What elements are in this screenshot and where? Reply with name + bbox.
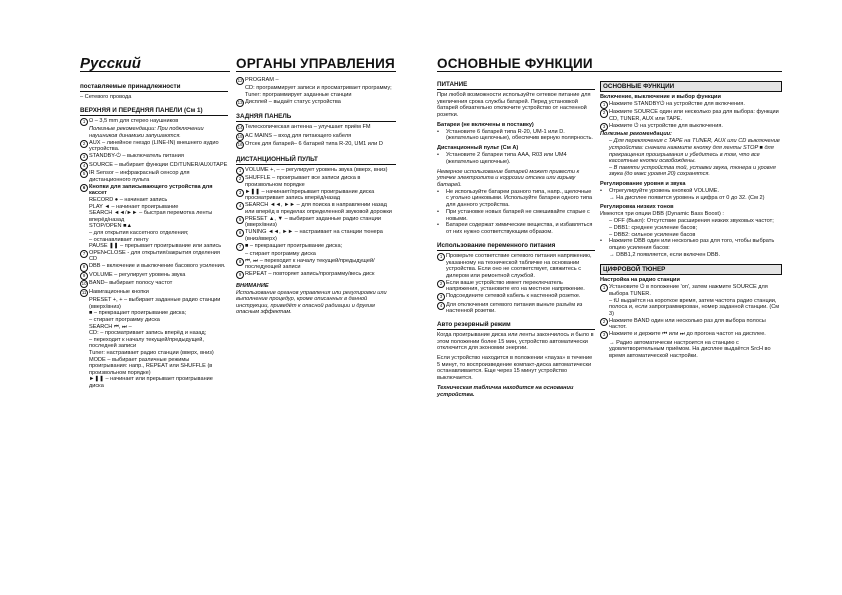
section-heading: ЗАДНЯЯ ПАНЕЛЬ [236, 113, 396, 122]
item-text: SEARCH ◄◄, ►► – для поиска в направлении назад или вперёд в пределах определенной звуковой дорожки [245, 202, 392, 215]
numbered-item [600, 123, 782, 131]
bullet-marker: • [437, 188, 439, 195]
item-number-badge: 3 [80, 153, 88, 161]
numbered-item [236, 271, 396, 279]
numbered-item [600, 331, 782, 339]
item-number-badge: 4 [80, 162, 88, 170]
item-text: REPEAT – повторяет запись/программу/весь диск [245, 271, 375, 278]
section-heading: ОСНОВНЫЕ ФУНКЦИИ [600, 81, 782, 92]
item-number-badge: 4 [236, 202, 244, 210]
item-number [236, 243, 245, 251]
item-text: Телескопическая антенна – улучшает приём FM [245, 124, 371, 131]
item-text: Нажмите ⏻ на устройстве для выключения. [609, 122, 723, 129]
numbered-item [236, 202, 396, 215]
numbered-item [80, 250, 228, 263]
numbered-item [236, 216, 396, 229]
item-number-badge: 3 [600, 331, 608, 339]
item-number [80, 184, 89, 197]
item-text: ►❚❚ – начинает/прерывает проигрывание диска просматривает запись вперёд/назад [245, 188, 375, 202]
column-basic-functions [600, 78, 782, 359]
sub-item: PLAY ◄ – начинает проигрывание [89, 203, 179, 210]
item-text: PROGRAM – [245, 77, 279, 83]
item-number-badge: 3 [437, 293, 445, 301]
item-number-badge: 1 [236, 167, 244, 175]
sub-item: – DBB2: сильное усиление басов [609, 231, 696, 238]
paragraph: Включение, выключение и выбор функции [600, 94, 721, 100]
section-heading: Использование переменного питания [437, 242, 595, 251]
section-heading: ЦИФРОВОЙ ТЮНЕР [600, 264, 782, 275]
item-number-badge: 8 [80, 263, 88, 271]
item-number [437, 253, 446, 279]
bullet-marker: • [437, 208, 439, 215]
item-text: Установите 2 батареи типа AAA, R03 или UM4 (желательно щелочные). [446, 152, 567, 165]
numbered-item [80, 263, 228, 271]
item-number [236, 202, 245, 215]
item-number [80, 170, 89, 183]
bullet-marker: • [600, 238, 602, 245]
paragraph: При любой возможности используйте сетевое питание для увеличения срока службы батарей. Перед установкой батарей обязательно отключите устройство от настенной розетки. [437, 92, 591, 118]
item-text: BAND– выбирает полосу частот [89, 280, 173, 287]
item-text: Проверьте соответствие сетевого питания напряжению, указанному на технической табличке на основании устройства. Если оно не соответствует, свяжитесь с дилером или ремонтной службой. [446, 252, 592, 279]
item-number-badge: 12 [236, 77, 244, 85]
sub-item: Tuner: настраивает радио станции (вверх, вниз) [89, 350, 214, 356]
rule-col2 [236, 71, 396, 72]
item-number [236, 167, 245, 175]
item-text: PRESET ▲, ▼ – выбирает заданные радио станции (вверх/вниз) [245, 215, 381, 229]
item-number-badge: 8 [236, 258, 244, 266]
item-number [80, 289, 89, 297]
sub-item: Tuner: программирует заданные станции [245, 92, 352, 99]
item-number [236, 141, 245, 149]
sub-item: SEARCH ◄◄/►► – быстрая перемотка ленты вперёд/назад [89, 210, 213, 223]
item-number [437, 293, 446, 301]
item-text: Нажмите SOURCE один или несколько раз для выбора: функции CD, TUNER, AUX или TAPE. [609, 109, 779, 123]
sub-item: → На дисплее появится уровень и цифра от 0 до 32. (См 2) [609, 194, 765, 201]
numbered-item [437, 189, 595, 209]
rule-col34 [437, 71, 782, 72]
paragraph: Когда проигрывание диска или ленты закончилось и было в этом положении более 15 мин, устройство автоматически отключится для экономии энергии. [437, 332, 594, 352]
paragraph: Неверное использование батарей может привести к утечке электролита и коррозии отсека или взрыву батарей. [437, 168, 580, 188]
paragraph: Батареи (не включены в поставку) [437, 121, 534, 128]
item-text: Нажмите и держите ⏮ или ⏭ до прогона частот на дисплее. [609, 331, 766, 338]
paragraph: ВНИМАНИЕ [236, 282, 269, 289]
numbered-item [437, 302, 595, 315]
item-number [236, 271, 245, 279]
controls-heading: ОРГАНЫ УПРАВЛЕНИЯ [236, 56, 395, 71]
paragraph: Настройка на радио станции [600, 277, 680, 284]
numbered-item [600, 238, 782, 251]
sub-item: ■ – прекращает проигрывание диска; [89, 310, 187, 317]
item-number [80, 153, 89, 161]
item-text: AUX – линейное гнездо (LINE-IN) внешнего аудио устройства. [89, 139, 219, 153]
column-power [437, 78, 595, 399]
section-heading: ПИТАНИЕ [437, 81, 595, 90]
item-text: ■ – прекращает проигрывание диска; [245, 242, 343, 249]
item-text: Подсоедините сетевой кабель к настенной розетке. [446, 293, 581, 300]
spacer [80, 101, 228, 104]
sub-item: – стирает программу диска [89, 317, 160, 324]
sub-item: – tU выдаётся на короткое время, затем частота радио станции, полоса и, если запрограммирован, номер заданной станции. (См 3) [609, 297, 780, 317]
paragraph: – Сетевого провода [80, 94, 132, 100]
item-number [236, 175, 245, 188]
item-text: Нажмите DBB один или несколько раз для того, чтобы выбрать опцию усиления басов: [609, 238, 775, 251]
item-number [437, 280, 446, 293]
item-text: При установке новых батарей не смешивайте старые с новыми. [446, 208, 590, 222]
item-text: Отрегулируйте уровень кнопкой VOLUME. [609, 187, 720, 194]
basic-functions-heading: ОСНОВНЫЕ ФУНКЦИИ [437, 56, 593, 71]
item-text: Кнопки для записывающего устройства для кассет [89, 183, 213, 197]
bullet-marker: • [437, 128, 439, 135]
numbered-item [437, 222, 595, 235]
numbered-item [236, 175, 396, 188]
numbered-item [80, 272, 228, 280]
column-accessories-panels [80, 80, 228, 390]
item-number [80, 162, 89, 170]
item-number [236, 124, 245, 132]
item-text: Установите ⏻ в положение 'on', затем нажмите SOURCE для выбора TUNER. [609, 284, 768, 297]
item-text: VOLUME – регулирует уровень звука [89, 271, 186, 278]
item-number-badge: 2 [600, 109, 608, 117]
numbered-item [236, 243, 396, 251]
sub-item: – переходит к началу текущей/предыдущей, последней записи [89, 336, 204, 350]
item-number-badge: 2 [80, 140, 88, 148]
item-number-badge: 9 [80, 272, 88, 280]
numbered-item [600, 318, 782, 331]
item-number [80, 280, 89, 288]
paragraph: Использование органов управления или регулировки или выполнение процедур, кроме описанных в данной инструкции, приведёт к опасной радиации и другим опасным эффектам. [236, 289, 387, 316]
item-text: VOLUME +, – – регулирует уровень звука (вверх, вниз) [245, 166, 388, 173]
item-number-badge: 1 [437, 253, 445, 261]
sub-item: CD: – просматривает запись вперёд и назад; [89, 330, 207, 337]
item-number-badge: 15 [236, 133, 244, 141]
item-number [236, 77, 245, 85]
numbered-item [236, 77, 396, 85]
item-number [600, 284, 609, 297]
item-number [437, 302, 446, 315]
item-number-badge: 6 [80, 184, 88, 192]
item-text: Навигационные кнопки [89, 288, 149, 295]
numbered-item [80, 162, 228, 170]
sub-item: ►❚❚ – начинает или прерывает проигрывание диска [89, 376, 213, 389]
paragraph: Если устройство находится в положении «пауза» в течение 5 минут, то воспроизведение компакт-диска автоматически останавливается. Еще через 15 минут устройство выключается. [437, 355, 593, 381]
item-number [600, 123, 609, 131]
item-text: ⏮, ⏭ – переходит к началу текущей/предыдущей/ последующей записи [245, 257, 375, 271]
item-number-badge: 5 [236, 216, 244, 224]
bullet-marker: • [600, 187, 602, 194]
sub-item: Полезные рекомендации: При подключении наушников динамики запушаются. [89, 126, 204, 140]
sub-item: – для открытия кассетного отделения; [89, 230, 189, 237]
numbered-item [80, 289, 228, 297]
numbered-item [437, 129, 595, 142]
item-number-badge: 2 [236, 175, 244, 183]
language-label: Русский [80, 55, 141, 72]
sub-item: – OFF (Выкл): Отсутствие расширения низких звуковых частот; [609, 218, 774, 225]
section-heading: ДИСТАНЦИОННЫЙ ПУЛЬТ [236, 156, 396, 165]
item-number [236, 99, 245, 107]
item-text: IR Sensor – инфракрасный сенсор для дистанционного пульта [89, 170, 190, 183]
item-text: Отсек для батарей– 6 батарей типа R-20, UM1 или D [245, 141, 383, 148]
item-number-badge: 9 [236, 271, 244, 279]
item-number [600, 109, 609, 122]
item-number [80, 263, 89, 271]
sub-item: MODE – выбирает различные режимы проигрывания: напр., REPEAT или SHUFFLE (в произвольном порядке) [89, 356, 213, 376]
paragraph: Регулировка низких тонов [600, 204, 674, 211]
sub-item: – В памяти устройства той, уставки звука, тюнера и уровня звука (до макс уровня 20) сохранятся. [609, 164, 776, 178]
item-number-badge: 6 [236, 229, 244, 237]
numbered-item [80, 184, 228, 197]
item-number-badge: 5 [80, 170, 88, 178]
item-text: SOURCE – выбирает функции CD/TUNER/AUX/TAPE [89, 161, 228, 168]
item-number [80, 272, 89, 280]
numbered-item [80, 153, 228, 161]
numbered-item [80, 280, 228, 288]
sub-item: PAUSE ❚❚ – прерывает проигрывание или запись [89, 243, 222, 250]
item-text: Ω – 3,5 mm для стерео наушников [89, 117, 179, 124]
sub-item: – DBB1: среднее усиление басов; [609, 225, 698, 232]
paragraph: Техническая табличка находится на основании устройства. [437, 384, 574, 398]
item-number [236, 133, 245, 141]
bullet-marker: • [437, 152, 439, 159]
item-number [80, 118, 89, 126]
item-number-badge: 16 [236, 141, 244, 149]
paragraph: Регулирование уровня и звука [600, 180, 686, 187]
item-text: SHUFFLE – проигрывает все записи диска в произвольном порядке [245, 175, 361, 188]
item-number-badge: 3 [600, 123, 608, 131]
item-number-badge: 1 [600, 101, 608, 109]
sub-item: SEARCH ⏮, ⏭ – [89, 323, 132, 330]
sub-item: CD: программирует записи и просматривает программу; [245, 85, 392, 92]
item-number-badge: 2 [600, 318, 608, 326]
numbered-item [236, 124, 396, 132]
item-number [236, 189, 245, 202]
item-number-badge: 4 [437, 302, 445, 310]
numbered-item [80, 140, 228, 153]
paragraph: Имеются три опции DBB (Dynamic Bass Boost) : [600, 211, 724, 218]
item-number-badge: 7 [236, 243, 244, 251]
sub-item: → DBB1,2 появляется, если включен DBB. [609, 251, 721, 258]
section-heading: поставляемые принадлежности [80, 83, 228, 92]
item-number-badge: 14 [236, 124, 244, 132]
sub-item: – Для переключения с TAPE на TUNER, AUX или CD выключение устройства: сначала нажмите кнопку для ленты STOP ■ для прекращения проигрывания и убедитесь в том, что все кассетные кнопки освобождены. [609, 138, 780, 165]
item-number [600, 101, 609, 109]
numbered-item [236, 258, 396, 271]
item-number [600, 318, 609, 331]
item-text: DBB – включение и выключение басового усиления. [89, 263, 226, 270]
item-number-badge: 11 [80, 289, 88, 297]
item-text: Батареи содержат химические вещества, и избавляться от них нужно соответствующим образом. [446, 222, 593, 236]
item-number [236, 258, 245, 271]
spacer [236, 107, 396, 110]
item-number [80, 250, 89, 263]
numbered-item [437, 253, 595, 279]
item-text: Установите 6 батарей типа R-20, UM-1 или D. (желательно щелочные), обеспечив верную полярность. [446, 128, 593, 142]
item-number-badge: 7 [80, 250, 88, 258]
item-number-badge: 10 [80, 280, 88, 288]
item-text: Если ваше устройство имеет переключатель напряжения, установите его на местное напряжение. [446, 279, 585, 293]
numbered-item [80, 118, 228, 126]
item-number [600, 331, 609, 339]
rule-col1 [80, 71, 230, 72]
section-heading: Авто резервный режим [437, 321, 595, 330]
item-number [80, 140, 89, 153]
numbered-item [80, 170, 228, 183]
sub-item: STOP/OPEN ■▲ [89, 223, 133, 230]
sub-item: – останавливает ленту [89, 236, 149, 243]
item-text: Для отключения сетевого питания выньте разъём из настенной розетки. [446, 301, 583, 315]
paragraph: Полезные рекомендации: [600, 131, 672, 138]
spacer [437, 236, 595, 239]
numbered-item [600, 101, 782, 109]
item-text: TUNING ◄◄, ►► – настраивает на станции тюнера (вниз/вверх) [245, 229, 383, 242]
sub-item: → Радио автоматически настроится на станцию с удовлетворительным приёмом. На дисплее выдаётся SrcH во время автоматической настройки. [609, 339, 771, 359]
numbered-item [437, 209, 595, 222]
spacer [236, 150, 396, 153]
numbered-item [236, 99, 396, 107]
numbered-item [600, 284, 782, 297]
spacer [437, 315, 595, 318]
item-number-badge: 2 [437, 280, 445, 288]
numbered-item [437, 293, 595, 301]
item-number-badge: 13 [236, 99, 244, 107]
section-heading: ВЕРХНЯЯ И ПЕРЕДНЯЯ ПАНЕЛИ (См 1) [80, 107, 228, 116]
numbered-item [437, 280, 595, 293]
numbered-item [600, 109, 782, 122]
bullet-marker: • [437, 222, 439, 229]
sub-item: PRESET +, + – выбирает заданные радио станции (вверх/вниз) [89, 297, 221, 310]
numbered-item [236, 167, 396, 175]
item-text: AC MAINS – вход для питающего кабеля [245, 132, 352, 139]
item-text: Не используйте батареи разного типа, напр., щелочные с угольно цинковыми. Используйте батареи одного типа для данного устройства. [446, 188, 593, 209]
column-controls [236, 77, 396, 316]
item-number-badge: 3 [236, 189, 244, 197]
numbered-item [236, 141, 396, 149]
spacer [600, 258, 782, 261]
item-number-badge: 1 [600, 284, 608, 292]
numbered-item [437, 152, 595, 165]
item-number [236, 229, 245, 242]
numbered-item [236, 189, 396, 202]
item-text: OPEN•CLOSE - для открытия/закрытия отделения CD [89, 249, 220, 263]
sub-item: RECORD ● – начинает запись [89, 197, 168, 204]
item-text: STANDBY-⏻ – выключатель питания [89, 153, 184, 160]
item-text: Дисплей – выдаёт статус устройства [245, 98, 341, 105]
item-text: Нажмите STANDBY⏻ на устройстве для включения. [609, 100, 745, 107]
numbered-item [600, 188, 782, 195]
item-number [236, 216, 245, 229]
item-text: Нажмите BAND один или несколько раз для выбора полосы частот. [609, 317, 766, 331]
numbered-item [236, 229, 396, 242]
item-number-badge: 1 [80, 118, 88, 126]
sub-item: – стирает программу диска [245, 251, 316, 257]
paragraph: Дистанционный пульт (См A) [437, 145, 519, 152]
numbered-item [236, 133, 396, 141]
